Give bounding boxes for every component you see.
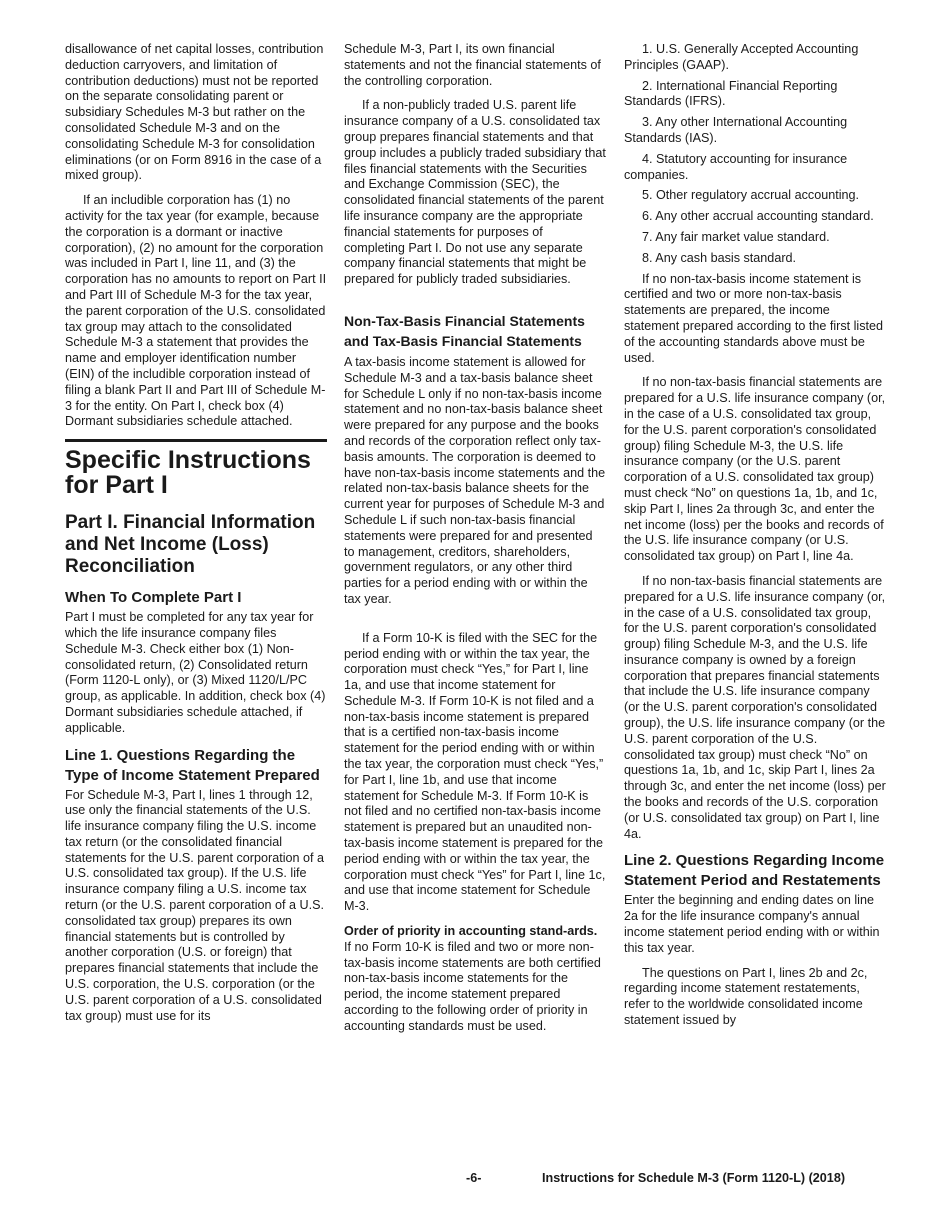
list-item: 7. Any fair market value standard.	[642, 229, 830, 244]
paragraph: If a non-publicly traded U.S. parent life insurance company of a U.S. consolidated tax group prepares financial statements and that group includes a publicly traded subsidiary that files financial statements with the Securities and Exchange Commission (SEC), the consolidated financial statements of the parent life insurance company are the appropriate financial statements for purposes of completing Part I. Do not use any separate company financial statements that might be prepared for publicly traded subsidiaries.	[344, 98, 606, 287]
footer-title: Instructions for Schedule M-3 (Form 1120-L) (2018)	[542, 1171, 846, 1185]
list-item: 2. International Financial Reporting Standards (IFRS).	[624, 78, 838, 109]
list-item: 3. Any other International Accounting Standards (IAS).	[624, 115, 848, 145]
paragraph: disallowance of net capital losses, contribution deduction carryovers, and limitation of contribution deductions) must not be reported on the separate consolidating parent or subsidiary Schedules M-3 but rather on the consolidated Schedule M-3 and on the consolidating Schedule M-3 for consolidation eliminations (or on Form 8916 in the case of a mixed group).	[65, 42, 324, 183]
section-title: Specific Instructions for Part I	[65, 446, 311, 500]
page-number: -6-	[466, 1171, 482, 1185]
paragraph-text: If no Form 10-K is filed and two or more non-tax-basis income statements are both certified non-tax-basis income statements for the period, the income statement prepared according to the following order of priority in accounting standards must be used.	[344, 939, 601, 1033]
subheading: Line 2. Questions Regarding Income Statement Period and Restatements	[624, 852, 885, 890]
paragraph	[344, 924, 606, 1035]
paragraph: Enter the beginning and ending dates on line 2a for the life insurance company's annual income statement period ending with or within this tax year.	[624, 893, 880, 955]
paragraph: A tax-basis income statement is allowed for Schedule M-3 and a tax-basis balance sheet for Schedule L only if no non-tax-basis income statement and no non-tax-basis balance sheet were prepared for any purpose and the books and records of the corporation reflect only tax-basis amounts. The corporation is deemed to have non-tax-basis income statements and the related non-tax-basis balance sheets for the current year for purposes of Schedule M-3 and Schedule L if such non-tax-basis financial statements were prepared for and presented to management, creditors, shareholders, government regulators, or any other third parties for a period ending with or within the tax year.	[344, 354, 606, 606]
paragraph: If an includible corporation has (1) no activity for the tax year (for example, because the corporation is a dormant or inactive corporation), (2) no amount for the corporation was included in Part I, line 11, and (3) the corporation has no amounts to report on Part II and Part III of Schedule M-3 for the tax year, the parent corporation of the U.S. consolidated tax group may attach to the consolidated Schedule M-3 a statement that provides the name and employer identification number (EIN) of the includible corporation instead of filing a blank Part II and Part III of Schedule M-3 for the entity. On Part I, check box (4) Dormant subsidiaries schedule attached.	[65, 193, 327, 429]
column-3	[624, 42, 886, 1038]
list-item: 5. Other regulatory accrual accounting.	[642, 188, 860, 203]
paragraph: The questions on Part I, lines 2b and 2c, regarding income statement restatements, refer to the worldwide consolidated income statement issued by	[624, 965, 868, 1028]
paragraph: Part I must be completed for any tax year for which the life insurance company files Schedule M-3. Check either box (1) Non-consolidated return, (2) Consolidated return (Form 1120-L only), or (3) Mixed 1120/L/PC group, as applicable. In addition, check box (4) Dormant subsidiaries schedule attached, if applicable.	[65, 610, 326, 735]
section-rule	[65, 439, 327, 442]
paragraph: Schedule M-3, Part I, its own financial statements and not the financial statements of the controlling corporation.	[344, 42, 601, 88]
column-1	[65, 42, 327, 1033]
paragraph: For Schedule M-3, Part I, lines 1 through 12, use only the financial statements of the U.S. life insurance company filing the U.S. income tax return (or the consolidated financial statements for the U.S. parent corporation of a U.S. consolidated tax group). If the U.S. life insurance company filing a U.S. income tax return (or the U.S. parent corporation of a U.S. consolidated tax group) prepares its own financial statements but is controlled by another corporation (U.S. or foreign) that prepares financial statements that include the U.S. corporation, the U.S. corporation (or the U.S. parent corporation of a U.S. consolidated tax group) must use for its	[65, 787, 325, 1023]
column-2	[344, 42, 606, 1044]
part-heading: Part I. Financial Information and Net Income (Loss) Reconciliation	[65, 512, 316, 578]
paragraph: If no non-tax-basis financial statements are prepared for a U.S. life insurance company (or, in the case of a U.S. consolidated tax group, for the U.S. parent corporation's consolidated group) filing Schedule M-3, the U.S. life insurance company (or the U.S. parent corporation of a U.S. consolidated tax group) must check “No” on questions 1a, 1b, and 1c, skip Part I, lines 2a through 3c, and enter the net income (loss) per the books and records of the U.S. life insurance company (or U.S. consolidated tax group) on Part I, line 4a.	[624, 375, 886, 564]
list-item: 1. U.S. Generally Accepted Accounting Principles (GAAP).	[624, 42, 859, 72]
subheading: Non-Tax-Basis Financial Statements and Tax-Basis Financial Statements	[344, 312, 585, 349]
paragraph: If a Form 10-K is filed with the SEC for the period ending with or within the tax year, the corporation must check “Yes,” for Part I, line 1a, and use that income statement for Schedule M-3. If Form 10-K is not filed and a non-tax-basis income statement is prepared that is a certified non-tax-basis income statement for the period ending with or within the tax year, the corporation must check “Yes,” for Part I, line 1b, and use that income statement for Schedule M-3. If Form 10-K is not filed and no certified non-tax-basis income statement is prepared but an unaudited non-tax-basis income statement is prepared for the period ending with or within the tax year, the corporation must check “Yes” for Part I, line 1c, and use that income statement for Schedule M-3.	[344, 630, 606, 914]
subheading: When To Complete Part I	[65, 589, 242, 607]
priority-list	[624, 42, 886, 267]
list-item: 8. Any cash basis standard.	[642, 250, 797, 265]
subheading: Line 1. Questions Regarding the Type of Income Statement Prepared	[65, 746, 320, 784]
list-item: 6. Any other accrual accounting standard.	[642, 209, 874, 224]
paragraph: If no non-tax-basis income statement is certified and two or more non-tax-basis statements are prepared, the income statement prepared according to the first listed of the accounting standards above must be used.	[624, 271, 884, 365]
list-item: 4. Statutory accounting for insurance companies.	[624, 151, 848, 182]
inline-heading: Order of priority in accounting stand-ards.	[344, 924, 598, 939]
paragraph: If no non-tax-basis financial statements are prepared for a U.S. life insurance company (or, in the case of a U.S. consolidated tax group, for the U.S. parent corporation's consolidated group) filing Schedule M-3, and the U.S. life insurance company is owned by a foreign corporation that prepares financial statements that include the U.S. life insurance company (or the U.S. parent corporation's consolidated group), the U.S. life insurance company (or the U.S. parent corporation of the U.S. consolidated tax group) must check “No” on questions 1a, 1b, and 1c, skip Part I, lines 2a through 3c, and enter the net income (loss) per the books and records of the U.S. corporation (or U.S. consolidated tax group) on Part I, line 4a.	[624, 573, 886, 841]
